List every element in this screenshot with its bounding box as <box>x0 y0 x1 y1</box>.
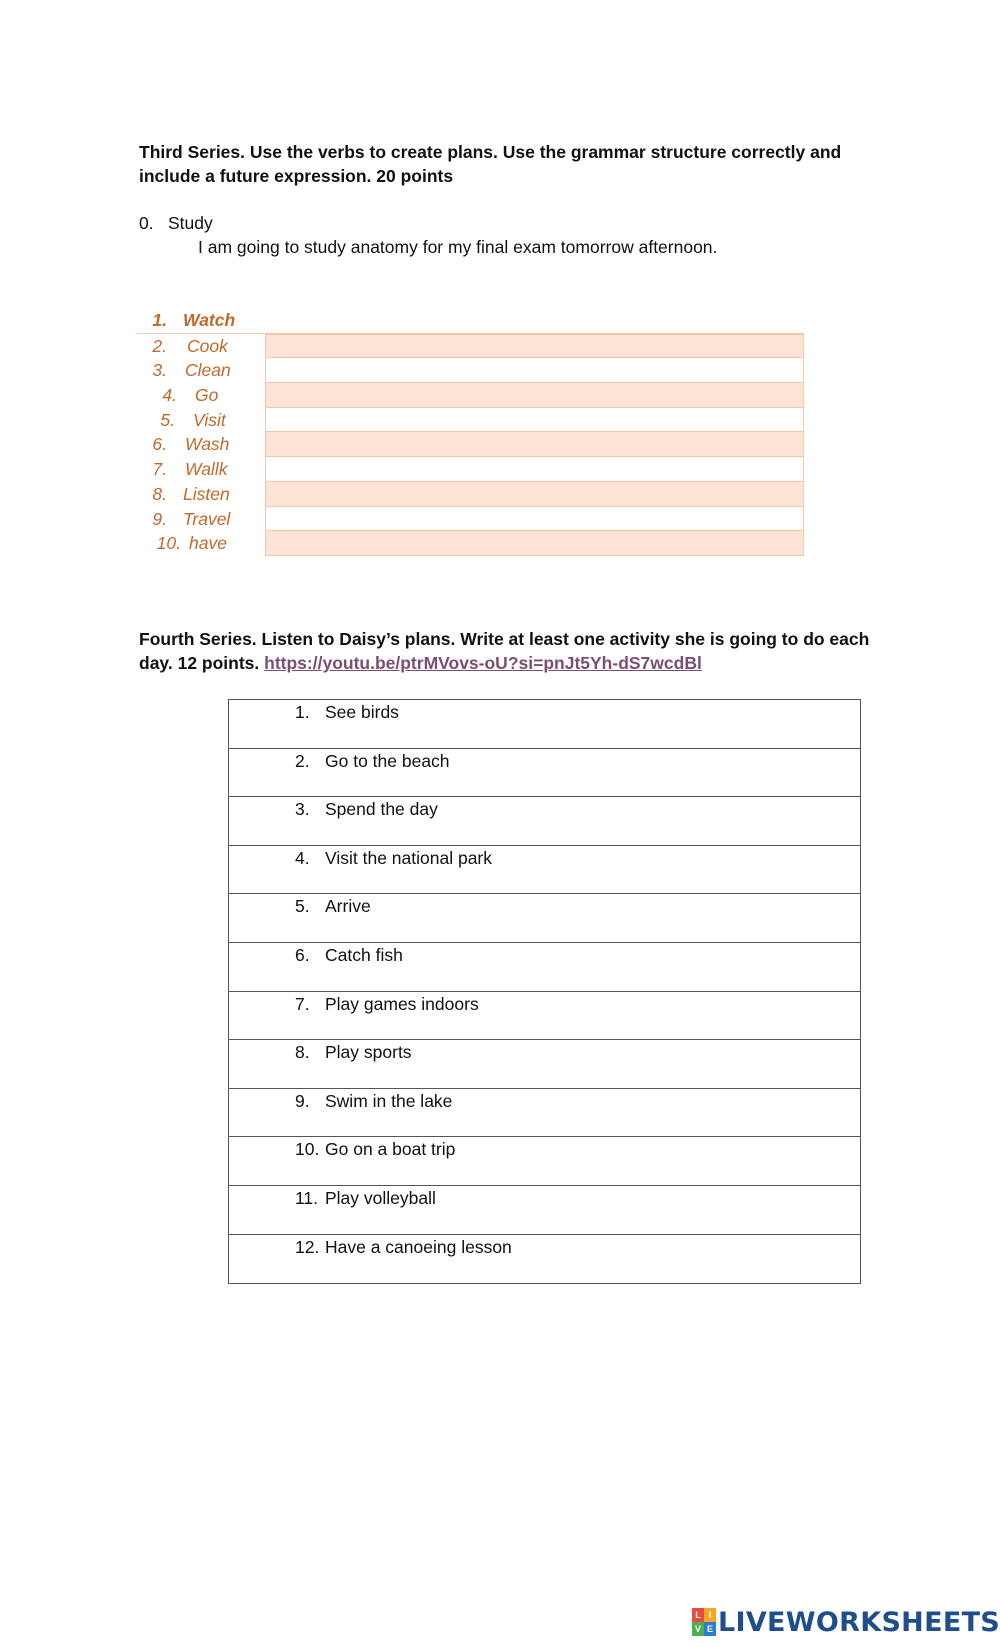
activity-list <box>228 699 861 1284</box>
third-series-heading: Third Series. Use the verbs to create plans. Use the grammar structure correctly and include a future expression. 20 points <box>139 142 842 186</box>
verb-number: 7. <box>152 459 167 480</box>
verb-label <box>137 308 265 333</box>
answer-cell[interactable] <box>265 383 804 408</box>
verb-word: Wallk <box>185 459 228 480</box>
activity-row[interactable] <box>229 894 860 943</box>
logo-tile: V <box>692 1622 704 1636</box>
verb-label <box>137 482 265 507</box>
activity-text: Play sports <box>325 1042 412 1063</box>
fourth-series-heading <box>139 627 879 675</box>
verb-table-header-row <box>137 308 804 334</box>
answer-cell[interactable] <box>265 408 804 433</box>
activity-row[interactable] <box>229 1137 860 1186</box>
logo-tile: L <box>692 1608 704 1622</box>
activity-row[interactable] <box>229 1235 860 1284</box>
answer-cell[interactable] <box>265 507 804 532</box>
verb-label <box>137 408 265 433</box>
verb-label <box>137 358 265 383</box>
activity-row[interactable] <box>229 992 860 1041</box>
activity-row[interactable] <box>229 1186 860 1235</box>
verb-row <box>137 507 804 532</box>
verb-table <box>137 308 804 556</box>
example-verb: Study <box>168 213 213 233</box>
brand-logo-icon <box>692 1608 716 1636</box>
verb-word: Clean <box>185 360 231 381</box>
verb-word: Go <box>195 385 219 406</box>
activity-row[interactable] <box>229 846 860 895</box>
activity-number: 1. <box>295 702 310 722</box>
activity-text: Play volleyball <box>325 1187 436 1208</box>
verb-label <box>137 432 265 457</box>
verb-row <box>137 482 804 507</box>
verb-number: 1. <box>152 310 167 330</box>
activity-text: Go to the beach <box>325 750 450 771</box>
activity-number: 6. <box>295 944 310 965</box>
activity-number: 10. <box>295 1139 320 1160</box>
verb-row <box>137 457 804 482</box>
answer-cell[interactable] <box>265 482 804 507</box>
activity-number: 3. <box>295 799 310 820</box>
logo-tile: I <box>704 1608 716 1622</box>
verb-label <box>137 383 265 408</box>
verb-label <box>137 507 265 532</box>
verb-row <box>137 334 804 359</box>
activity-row[interactable] <box>229 1040 860 1089</box>
activity-number: 7. <box>295 993 310 1014</box>
example-number: 0. <box>139 213 154 233</box>
answer-cell[interactable] <box>265 457 804 482</box>
activity-number: 9. <box>295 1090 310 1111</box>
verb-row <box>137 408 804 433</box>
brand-name: LIVEWORKSHEETS <box>718 1606 1000 1638</box>
verb-number: 10. <box>156 533 181 554</box>
activity-number: 5. <box>295 896 310 917</box>
activity-number: 11. <box>295 1187 319 1208</box>
answer-cell[interactable] <box>265 334 804 359</box>
activity-number: 2. <box>295 750 310 771</box>
verb-label <box>137 531 265 556</box>
verb-number: 2. <box>152 335 167 356</box>
verb-number: 4. <box>162 385 177 406</box>
activity-text: Have a canoeing lesson <box>325 1236 512 1257</box>
activity-number: 8. <box>295 1042 310 1063</box>
verb-row <box>137 432 804 457</box>
answer-cell[interactable] <box>265 531 804 556</box>
activity-text: See birds <box>325 702 399 722</box>
verb-word: Visit <box>193 409 226 430</box>
verb-row <box>137 358 804 383</box>
answer-cell[interactable] <box>265 432 804 457</box>
verb-word: Travel <box>183 508 231 529</box>
activity-number: 4. <box>295 847 310 868</box>
example-sentence: I am going to study anatomy for my final exam tomorrow afternoon. <box>198 237 718 257</box>
verb-word: Listen <box>183 483 230 504</box>
verb-word: have <box>189 533 227 554</box>
fourth-series-instructions: Fourth Series. Listen to Daisy’s plans. Write at least one activity she is going to do each day. 12 points. <box>139 629 870 673</box>
verb-number: 8. <box>152 483 167 504</box>
logo-tile: E <box>704 1622 716 1636</box>
answer-cell[interactable] <box>265 358 804 383</box>
verb-number: 3. <box>152 360 167 381</box>
verb-number: 6. <box>152 434 167 455</box>
verb-number: 5. <box>160 409 175 430</box>
video-link[interactable]: https://youtu.be/ptrMVovs-oU?si=pnJt5Yh-dS7wcdBl <box>264 653 702 673</box>
verb-word: Cook <box>187 335 228 356</box>
activity-text: Catch fish <box>325 944 403 965</box>
activity-row[interactable] <box>229 1089 860 1138</box>
verb-word: Wash <box>185 434 230 455</box>
verb-label <box>137 334 265 359</box>
activity-text: Spend the day <box>325 799 438 820</box>
activity-text: Arrive <box>325 896 371 917</box>
activity-number: 12. <box>295 1236 320 1257</box>
liveworksheets-logo <box>692 1605 1000 1639</box>
activity-row[interactable] <box>229 797 860 846</box>
verb-number: 9. <box>152 508 167 529</box>
activity-text: Play games indoors <box>325 993 479 1014</box>
verb-word: Watch <box>183 310 236 330</box>
activity-row[interactable] <box>229 943 860 992</box>
verb-label <box>137 457 265 482</box>
activity-row[interactable] <box>229 749 860 798</box>
verb-row <box>137 531 804 556</box>
verb-row <box>137 383 804 408</box>
activity-text: Visit the national park <box>325 847 493 868</box>
activity-text: Go on a boat trip <box>325 1139 456 1160</box>
activity-row[interactable] <box>229 700 860 749</box>
activity-text: Swim in the lake <box>325 1090 453 1111</box>
